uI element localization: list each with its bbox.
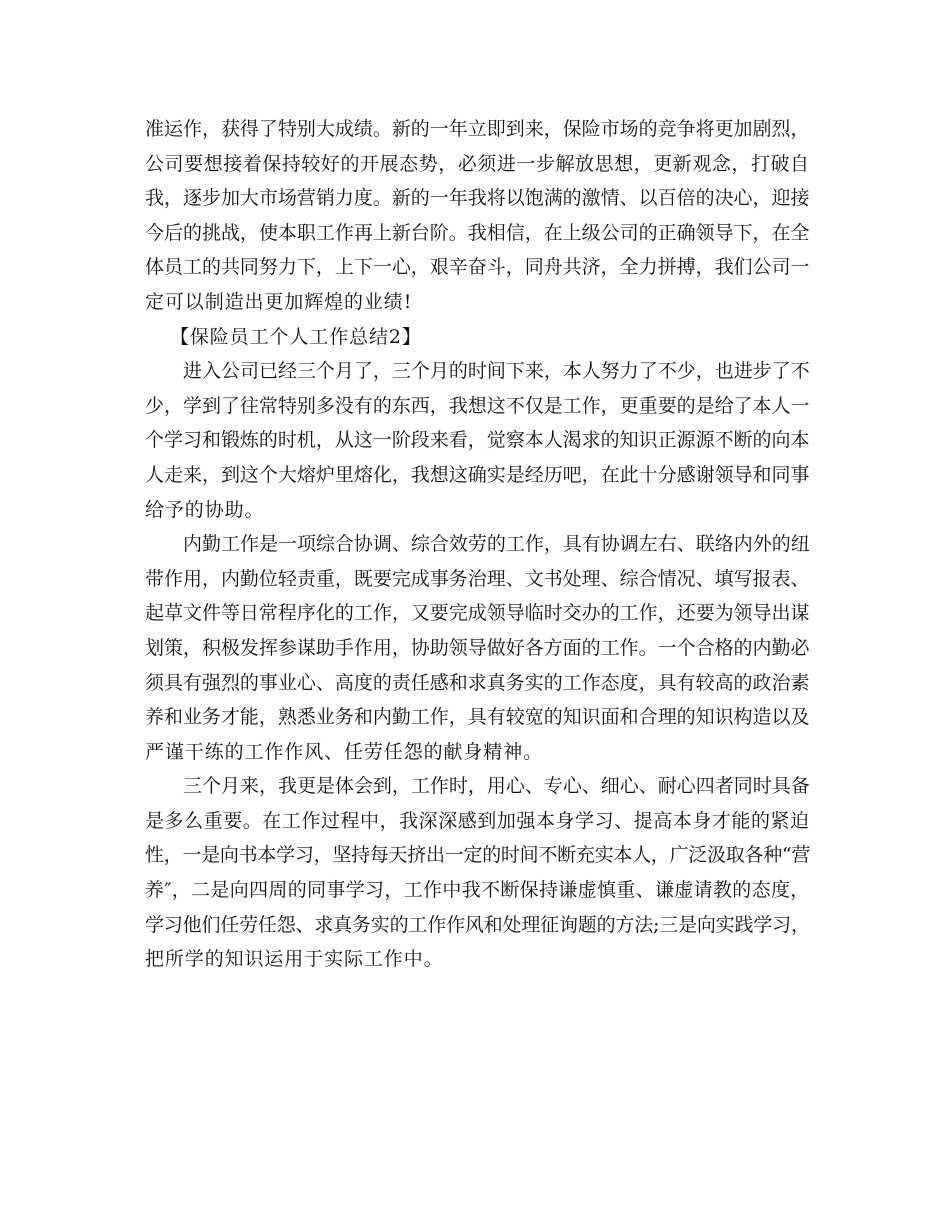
text-line: 养和业务才能，熟悉业务和内勤工作，具有较宽的知识面和合理的知识构造以及 (145, 706, 810, 729)
text-line: 少，学到了往常特别多没有的东西，我想这不仅是工作，更重要的是给了本人一 (145, 394, 810, 417)
text-line: 个学习和锻炼的时机，从这一阶段来看，觉察本人渴求的知识正源源不断的向本 (145, 429, 810, 452)
text-line: 今后的挑战，使本职工作再上新台阶。我相信，在上级公司的正确领导下，在全 (145, 221, 810, 244)
text-line: 严谨干练的工作作风、任劳任怨的献身精神。 (145, 740, 544, 763)
document-body (145, 112, 810, 977)
text-line: 学习他们任劳任怨、求真务实的工作作风和处理征询题的方法;三是向实践学习， (145, 913, 810, 936)
text-line: 准运作，获得了特别大成绩。新的一年立即到来，保险市场的竞争将更加剧烈， (145, 118, 810, 140)
text-line: 带作用，内勤位轻责重，既要完成事务治理、文书处理、综合情况、填写报表、 (145, 567, 810, 590)
text-line: 划策，积极发挥参谋助手作用，协助领导做好各方面的工作。一个合格的内勤必 (145, 636, 810, 659)
text-line: 体员工的共同努力下，上下一心，艰辛奋斗，同舟共济，全力拼搏，我们公司一 (145, 256, 810, 279)
text-line: 须具有强烈的事业心、高度的责任感和求真务实的工作态度，具有较高的政治素 (145, 671, 810, 694)
text-line: 我，逐步加大市场营销力度。新的一年我将以饱满的激情、以百倍的决心，迎接 (145, 187, 810, 210)
text-line: 人走来，到这个大熔炉里熔化，我想这确实是经历吧，在此十分感谢领导和同事 (145, 463, 810, 486)
text-line: 养″，二是向四周的同事学习，工作中我不断保持谦虚慎重、谦虚请教的态度， (145, 879, 810, 902)
text-line: 把所学的知识运用于实际工作中。 (145, 948, 444, 971)
text-line: 三个月来，我更是体会到，工作时，用心、专心、细心、耐心四者同时具备 (183, 775, 810, 798)
text-line: 起草文件等日常程序化的工作，又要完成领导临时交办的工作，还要为领导出谋 (145, 602, 810, 625)
text-line: 定可以制造出更加辉煌的业绩! (145, 290, 413, 313)
text-line: 公司要想接着保持较好的开展态势，必须进一步解放思想，更新观念，打破自 (145, 152, 810, 175)
text-line: 进入公司已经三个月了，三个月的时间下来，本人努力了不少，也进步了不 (183, 360, 810, 383)
section-heading: 【保险员工个人工作总结2】 (170, 325, 422, 348)
text-line: 内勤工作是一项综合协调、综合效劳的工作，具有协调左右、联络内外的纽 (183, 533, 810, 556)
text-line: 给予的协助。 (145, 498, 265, 521)
text-line: 是多么重要。在工作过程中，我深深感到加强本身学习、提高本身才能的紧迫 (145, 809, 810, 832)
text-line: 性，一是向书本学习，坚持每天挤出一定的时间不断充实本人，广泛汲取各种“营 (145, 844, 811, 867)
